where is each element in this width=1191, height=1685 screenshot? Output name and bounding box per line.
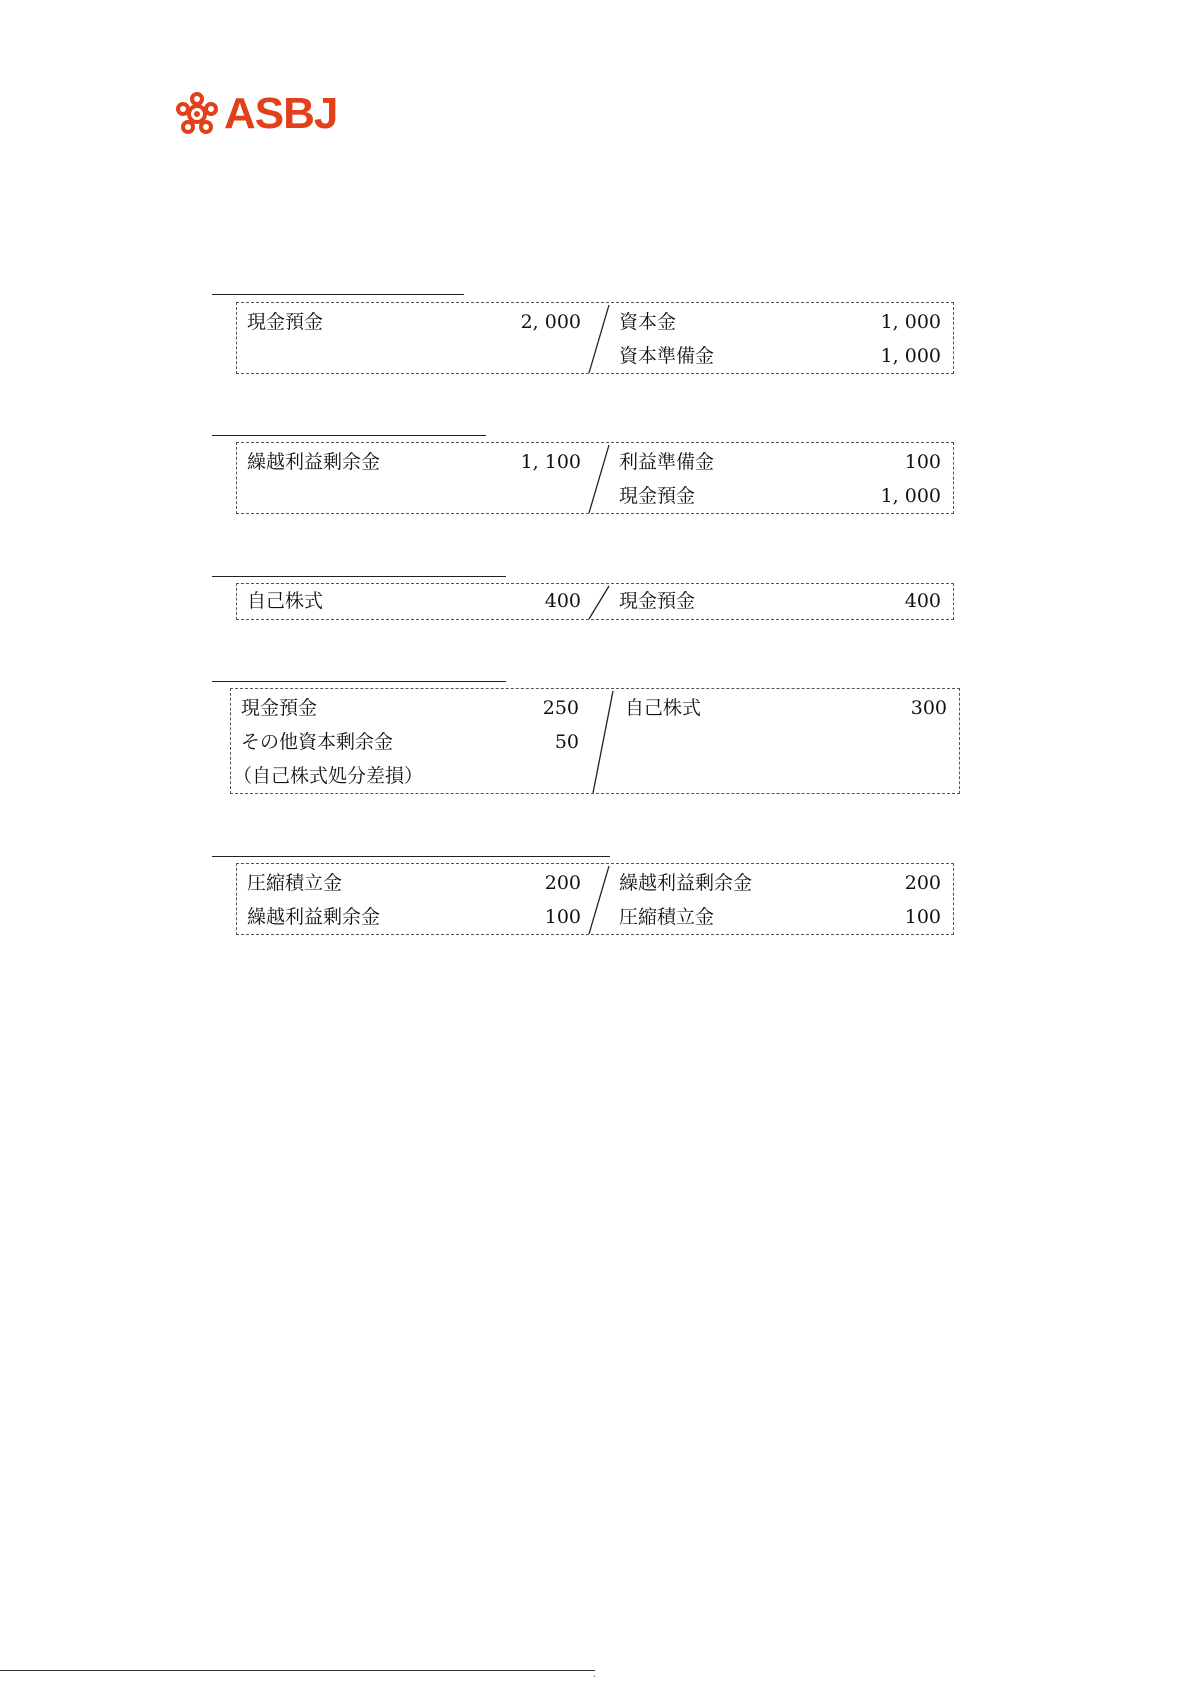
amount: 1, 000 (880, 345, 941, 367)
account-name: 現金預金 (247, 311, 324, 333)
amount: 2, 000 (520, 311, 581, 333)
credit-row (609, 900, 941, 934)
amount: 100 (544, 906, 581, 928)
entry-heading-line (212, 576, 506, 577)
journal-entry-box (236, 583, 954, 620)
amount: 400 (544, 590, 581, 612)
debit-row (237, 584, 581, 618)
amount: 50 (554, 731, 579, 753)
credit-row (609, 445, 941, 479)
amount: 100 (904, 906, 941, 928)
divider-slash (587, 443, 611, 515)
debit-row (237, 866, 581, 900)
journal-entry-box (236, 442, 954, 514)
divider-slash (587, 864, 611, 936)
amount: 250 (542, 697, 579, 719)
account-name: その他資本剰余金 (241, 731, 394, 753)
account-name: 利益準備金 (619, 451, 715, 473)
entry-heading-line (212, 294, 464, 295)
debit-row (237, 445, 581, 479)
entry-heading-line (212, 856, 610, 857)
account-name: 自己株式 (247, 590, 324, 612)
account-name: 繰越利益剰余金 (247, 451, 381, 473)
account-name: 資本金 (619, 311, 677, 333)
asbj-flower-icon (174, 91, 220, 137)
debit-row (231, 759, 579, 793)
amount: 200 (904, 872, 941, 894)
divider-slash (587, 584, 611, 621)
entry-heading-line (212, 681, 506, 682)
account-name: 圧縮積立金 (247, 872, 343, 894)
journal-entry-box (230, 688, 960, 794)
credit-row (615, 691, 947, 725)
account-name: 繰越利益剰余金 (247, 906, 381, 928)
credit-row (609, 584, 941, 618)
footnote-separator (0, 1670, 595, 1671)
credit-row (609, 479, 941, 513)
account-name: 自己株式 (625, 697, 702, 719)
credit-row (609, 339, 941, 373)
debit-row (237, 305, 581, 339)
asbj-logo (174, 88, 337, 140)
amount: 1, 000 (880, 311, 941, 333)
account-name: 現金預金 (619, 485, 696, 507)
debit-row (231, 691, 579, 725)
divider-slash (591, 689, 615, 795)
credit-row (609, 866, 941, 900)
debit-row (237, 900, 581, 934)
account-name: 現金預金 (241, 697, 318, 719)
amount: 1, 000 (880, 485, 941, 507)
account-name: 圧縮積立金 (619, 906, 715, 928)
amount: 300 (910, 697, 947, 719)
account-name: 現金預金 (619, 590, 696, 612)
credit-row (609, 305, 941, 339)
entry-heading-line (212, 435, 486, 436)
amount: 100 (904, 451, 941, 473)
amount: 400 (904, 590, 941, 612)
account-name: （自己株式処分差損） (233, 765, 424, 787)
divider-slash (587, 303, 611, 375)
account-name: 資本準備金 (619, 345, 715, 367)
amount: 1, 100 (520, 451, 581, 473)
amount: 200 (544, 872, 581, 894)
footnote-mark: · (593, 1672, 597, 1683)
account-name: 繰越利益剰余金 (619, 872, 753, 894)
brand-name: ASBJ (224, 89, 338, 138)
journal-entry-box (236, 863, 954, 935)
debit-row (231, 725, 579, 759)
journal-entry-box (236, 302, 954, 374)
